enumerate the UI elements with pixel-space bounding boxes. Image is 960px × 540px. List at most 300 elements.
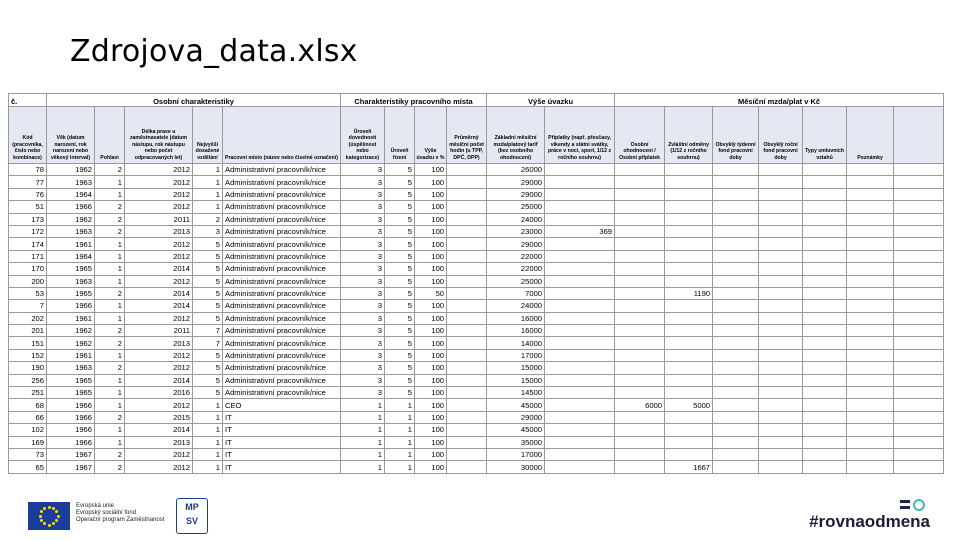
table-cell[interactable] [759,287,803,299]
table-cell[interactable]: 1962 [47,337,95,349]
table-cell[interactable]: 2 [95,461,125,473]
table-cell[interactable]: 3 [341,263,385,275]
table-cell[interactable]: 5 [385,201,415,213]
table-cell[interactable] [545,349,615,361]
table-cell[interactable] [615,461,665,473]
table-cell[interactable]: 5 [385,188,415,200]
table-cell[interactable] [847,213,894,225]
table-cell[interactable] [713,263,759,275]
table-cell[interactable] [847,250,894,262]
table-cell[interactable] [847,461,894,473]
table-cell[interactable] [713,213,759,225]
table-cell[interactable]: 1 [193,399,223,411]
table-cell[interactable] [759,164,803,176]
table-cell[interactable] [447,448,487,460]
table-cell[interactable]: 100 [415,312,447,324]
table-cell[interactable] [545,201,615,213]
table-cell[interactable] [803,250,847,262]
table-cell[interactable]: 3 [341,300,385,312]
table-cell[interactable] [545,238,615,250]
table-cell[interactable]: 45000 [487,399,545,411]
table-cell[interactable] [615,411,665,423]
table-cell[interactable]: 78 [9,164,47,176]
table-cell[interactable]: 16000 [487,312,545,324]
table-cell[interactable]: Administrativní pracovník/nice [223,164,341,176]
table-cell[interactable]: 100 [415,362,447,374]
table-cell[interactable] [615,325,665,337]
table-cell[interactable] [803,387,847,399]
table-cell[interactable]: 22000 [487,250,545,262]
table-cell[interactable] [847,374,894,386]
table-cell[interactable]: 23000 [487,225,545,237]
table-cell[interactable] [847,349,894,361]
table-cell[interactable]: 76 [9,188,47,200]
table-cell[interactable]: 100 [415,238,447,250]
table-cell[interactable]: 1963 [47,275,95,287]
table-cell[interactable]: 202 [9,312,47,324]
table-cell[interactable] [665,250,713,262]
table-cell[interactable]: 174 [9,238,47,250]
table-cell[interactable] [847,263,894,275]
table-cell[interactable] [447,287,487,299]
table-cell[interactable] [545,176,615,188]
table-cell[interactable]: 3 [341,164,385,176]
table-cell[interactable]: 100 [415,176,447,188]
table-cell[interactable]: 1 [193,461,223,473]
table-cell[interactable] [847,411,894,423]
table-cell[interactable] [894,164,944,176]
table-cell[interactable]: Administrativní pracovník/nice [223,325,341,337]
table-cell[interactable]: 1667 [665,461,713,473]
table-cell[interactable]: 2011 [125,213,193,225]
table-cell[interactable] [615,250,665,262]
table-cell[interactable] [847,287,894,299]
table-cell[interactable]: 1963 [47,225,95,237]
table-cell[interactable] [894,411,944,423]
table-cell[interactable] [803,424,847,436]
table-cell[interactable]: 2012 [125,250,193,262]
table-cell[interactable]: 170 [9,263,47,275]
table-cell[interactable]: 1967 [47,461,95,473]
table-cell[interactable]: 5 [193,250,223,262]
table-cell[interactable] [713,164,759,176]
table-cell[interactable] [615,176,665,188]
table-cell[interactable]: 73 [9,448,47,460]
table-cell[interactable] [545,188,615,200]
table-cell[interactable]: 3 [341,337,385,349]
table-cell[interactable] [713,436,759,448]
table-cell[interactable]: Administrativní pracovník/nice [223,374,341,386]
table-cell[interactable] [545,436,615,448]
table-cell[interactable]: 1 [95,399,125,411]
table-cell[interactable]: 100 [415,275,447,287]
table-cell[interactable]: 5 [385,337,415,349]
table-cell[interactable] [615,337,665,349]
table-cell[interactable]: 5 [193,387,223,399]
table-cell[interactable] [759,325,803,337]
table-cell[interactable] [803,362,847,374]
table-cell[interactable]: 5 [193,312,223,324]
table-cell[interactable] [847,225,894,237]
table-cell[interactable] [894,387,944,399]
table-cell[interactable] [665,300,713,312]
table-cell[interactable] [713,275,759,287]
table-cell[interactable] [665,238,713,250]
table-cell[interactable] [713,399,759,411]
table-cell[interactable] [759,424,803,436]
table-cell[interactable] [894,176,944,188]
table-cell[interactable]: 5000 [665,399,713,411]
table-cell[interactable]: 1 [341,411,385,423]
table-cell[interactable]: 100 [415,387,447,399]
table-cell[interactable] [759,461,803,473]
table-cell[interactable]: 3 [193,225,223,237]
table-cell[interactable]: 1 [385,424,415,436]
table-cell[interactable] [615,201,665,213]
table-cell[interactable]: 22000 [487,263,545,275]
table-cell[interactable] [894,238,944,250]
table-cell[interactable] [665,362,713,374]
table-cell[interactable] [665,201,713,213]
table-cell[interactable]: 1 [95,238,125,250]
table-cell[interactable] [615,225,665,237]
table-cell[interactable]: 14500 [487,387,545,399]
table-cell[interactable]: 2 [95,325,125,337]
table-cell[interactable]: 1 [193,436,223,448]
table-cell[interactable]: 2 [95,201,125,213]
table-cell[interactable] [759,448,803,460]
table-cell[interactable] [615,238,665,250]
table-cell[interactable]: 17000 [487,448,545,460]
table-cell[interactable]: 5 [385,362,415,374]
table-cell[interactable] [713,188,759,200]
table-cell[interactable]: 2012 [125,349,193,361]
table-cell[interactable] [545,300,615,312]
table-cell[interactable] [447,387,487,399]
table-cell[interactable] [615,287,665,299]
table-cell[interactable]: 1 [385,461,415,473]
table-cell[interactable] [803,275,847,287]
table-cell[interactable]: 102 [9,424,47,436]
table-cell[interactable] [713,448,759,460]
table-cell[interactable]: 2 [95,164,125,176]
table-cell[interactable]: 1 [193,176,223,188]
table-cell[interactable]: 1 [95,300,125,312]
table-cell[interactable]: 26000 [487,164,545,176]
table-cell[interactable]: 29000 [487,238,545,250]
table-cell[interactable] [759,201,803,213]
table-cell[interactable] [447,337,487,349]
table-cell[interactable]: 2014 [125,287,193,299]
table-cell[interactable]: 5 [193,287,223,299]
table-cell[interactable]: Administrativní pracovník/nice [223,300,341,312]
table-cell[interactable] [759,176,803,188]
table-cell[interactable]: 1 [95,263,125,275]
table-cell[interactable]: 1 [193,188,223,200]
table-cell[interactable]: Administrativní pracovník/nice [223,337,341,349]
table-cell[interactable]: 1966 [47,411,95,423]
table-cell[interactable]: 2012 [125,362,193,374]
table-cell[interactable] [803,461,847,473]
table-cell[interactable]: 173 [9,213,47,225]
table-cell[interactable]: 1966 [47,399,95,411]
table-cell[interactable]: 1965 [47,387,95,399]
table-cell[interactable]: 1967 [47,448,95,460]
table-cell[interactable] [759,349,803,361]
table-cell[interactable]: Administrativní pracovník/nice [223,188,341,200]
table-cell[interactable]: 100 [415,349,447,361]
table-cell[interactable] [615,300,665,312]
table-cell[interactable] [665,312,713,324]
table-cell[interactable] [713,387,759,399]
table-cell[interactable]: Administrativní pracovník/nice [223,263,341,275]
table-cell[interactable] [803,225,847,237]
table-cell[interactable]: 100 [415,225,447,237]
table-cell[interactable]: 5 [193,275,223,287]
table-cell[interactable]: Administrativní pracovník/nice [223,176,341,188]
table-cell[interactable]: 100 [415,188,447,200]
table-cell[interactable]: 5 [385,325,415,337]
table-cell[interactable] [447,201,487,213]
table-cell[interactable] [665,164,713,176]
table-cell[interactable]: 100 [415,337,447,349]
table-cell[interactable]: 2012 [125,275,193,287]
table-cell[interactable]: 2 [95,287,125,299]
table-cell[interactable] [615,387,665,399]
table-cell[interactable]: 100 [415,399,447,411]
table-cell[interactable]: 2016 [125,387,193,399]
table-cell[interactable]: 29000 [487,188,545,200]
table-cell[interactable]: 151 [9,337,47,349]
table-cell[interactable]: 100 [415,263,447,275]
table-cell[interactable]: 1962 [47,164,95,176]
table-cell[interactable] [894,399,944,411]
table-cell[interactable] [447,213,487,225]
table-cell[interactable]: 1 [193,424,223,436]
table-cell[interactable] [759,225,803,237]
table-cell[interactable]: 1 [193,164,223,176]
table-cell[interactable]: IT [223,424,341,436]
table-cell[interactable]: CEO [223,399,341,411]
table-cell[interactable]: 5 [385,238,415,250]
table-cell[interactable]: 15000 [487,362,545,374]
table-cell[interactable]: 100 [415,300,447,312]
table-cell[interactable]: 1 [341,424,385,436]
table-cell[interactable]: 3 [341,362,385,374]
table-cell[interactable] [615,448,665,460]
table-cell[interactable] [759,312,803,324]
table-cell[interactable] [447,275,487,287]
table-cell[interactable] [545,275,615,287]
table-cell[interactable]: 2012 [125,188,193,200]
table-cell[interactable] [894,225,944,237]
table-cell[interactable]: 1962 [47,213,95,225]
table-cell[interactable]: 100 [415,424,447,436]
table-cell[interactable] [894,250,944,262]
table-cell[interactable] [447,238,487,250]
table-cell[interactable] [447,250,487,262]
table-cell[interactable] [894,287,944,299]
table-cell[interactable] [447,188,487,200]
table-cell[interactable] [615,312,665,324]
table-cell[interactable]: 30000 [487,461,545,473]
table-cell[interactable]: 3 [341,176,385,188]
table-cell[interactable]: 5 [385,225,415,237]
table-cell[interactable]: Administrativní pracovník/nice [223,349,341,361]
table-cell[interactable] [847,448,894,460]
table-cell[interactable]: 100 [415,201,447,213]
table-cell[interactable]: 1 [193,448,223,460]
table-cell[interactable] [894,325,944,337]
table-cell[interactable]: 100 [415,436,447,448]
table-cell[interactable]: 5 [385,176,415,188]
table-cell[interactable]: 1 [341,448,385,460]
table-cell[interactable] [665,424,713,436]
table-cell[interactable]: Administrativní pracovník/nice [223,250,341,262]
table-cell[interactable] [545,374,615,386]
table-cell[interactable]: 45000 [487,424,545,436]
table-cell[interactable]: 5 [193,349,223,361]
table-cell[interactable] [803,287,847,299]
table-cell[interactable]: 1190 [665,287,713,299]
table-cell[interactable]: 3 [341,275,385,287]
table-cell[interactable] [447,436,487,448]
table-cell[interactable] [713,349,759,361]
table-cell[interactable] [894,275,944,287]
table-cell[interactable]: 5 [385,263,415,275]
table-cell[interactable] [447,362,487,374]
table-cell[interactable]: 1 [95,250,125,262]
table-cell[interactable]: 1962 [47,325,95,337]
table-cell[interactable]: 3 [341,287,385,299]
table-cell[interactable]: 100 [415,461,447,473]
table-cell[interactable]: 1 [193,201,223,213]
table-cell[interactable] [894,374,944,386]
table-cell[interactable] [803,213,847,225]
table-cell[interactable] [894,300,944,312]
table-cell[interactable]: 1961 [47,238,95,250]
table-cell[interactable] [665,374,713,386]
table-cell[interactable] [447,399,487,411]
table-cell[interactable] [847,399,894,411]
table-cell[interactable]: 5 [385,164,415,176]
table-cell[interactable]: 100 [415,213,447,225]
table-cell[interactable] [665,176,713,188]
table-cell[interactable]: 3 [341,312,385,324]
table-cell[interactable]: 2012 [125,201,193,213]
table-cell[interactable]: 1 [95,349,125,361]
table-cell[interactable] [759,362,803,374]
table-cell[interactable]: Administrativní pracovník/nice [223,387,341,399]
table-cell[interactable] [803,300,847,312]
table-cell[interactable]: 3 [341,201,385,213]
table-cell[interactable]: 25000 [487,275,545,287]
table-cell[interactable] [713,461,759,473]
table-cell[interactable]: 2014 [125,424,193,436]
table-cell[interactable] [665,188,713,200]
table-cell[interactable] [847,312,894,324]
table-cell[interactable] [713,337,759,349]
table-cell[interactable] [847,387,894,399]
table-cell[interactable]: 251 [9,387,47,399]
table-cell[interactable] [759,238,803,250]
table-cell[interactable]: 7 [9,300,47,312]
table-cell[interactable] [615,213,665,225]
table-cell[interactable]: 1966 [47,300,95,312]
table-cell[interactable]: 1 [95,176,125,188]
table-cell[interactable] [447,312,487,324]
table-cell[interactable] [759,399,803,411]
table-cell[interactable] [894,201,944,213]
table-cell[interactable]: 17000 [487,349,545,361]
table-cell[interactable]: 1966 [47,201,95,213]
table-cell[interactable] [615,436,665,448]
table-cell[interactable]: 100 [415,448,447,460]
table-cell[interactable] [894,424,944,436]
table-cell[interactable]: 5 [193,263,223,275]
table-cell[interactable] [759,213,803,225]
table-cell[interactable] [447,349,487,361]
table-cell[interactable] [759,263,803,275]
table-cell[interactable] [759,188,803,200]
table-cell[interactable] [615,374,665,386]
table-cell[interactable]: 169 [9,436,47,448]
table-cell[interactable]: 5 [193,300,223,312]
table-cell[interactable]: 5 [385,312,415,324]
table-cell[interactable]: Administrativní pracovník/nice [223,312,341,324]
table-cell[interactable] [615,362,665,374]
table-cell[interactable] [545,213,615,225]
table-cell[interactable]: 1 [341,436,385,448]
table-cell[interactable] [894,461,944,473]
table-cell[interactable]: 14000 [487,337,545,349]
table-cell[interactable] [545,325,615,337]
table-cell[interactable] [713,250,759,262]
table-cell[interactable]: 5 [193,238,223,250]
table-cell[interactable]: 2015 [125,411,193,423]
table-cell[interactable]: 5 [193,362,223,374]
table-cell[interactable]: 2 [95,362,125,374]
table-cell[interactable] [713,225,759,237]
table-cell[interactable] [759,387,803,399]
table-cell[interactable]: 65 [9,461,47,473]
table-cell[interactable] [447,424,487,436]
table-cell[interactable]: IT [223,411,341,423]
table-cell[interactable]: 369 [545,225,615,237]
table-cell[interactable]: 24000 [487,213,545,225]
table-cell[interactable]: Administrativní pracovník/nice [223,275,341,287]
table-cell[interactable]: 29000 [487,411,545,423]
table-cell[interactable]: Administrativní pracovník/nice [223,213,341,225]
table-cell[interactable]: Administrativní pracovník/nice [223,362,341,374]
table-cell[interactable] [803,176,847,188]
table-cell[interactable] [894,448,944,460]
table-cell[interactable]: 50 [415,287,447,299]
table-cell[interactable]: 1965 [47,263,95,275]
table-cell[interactable] [713,325,759,337]
table-cell[interactable]: IT [223,448,341,460]
table-cell[interactable]: 2 [95,448,125,460]
table-cell[interactable]: 2012 [125,399,193,411]
table-cell[interactable]: 25000 [487,201,545,213]
table-cell[interactable]: 5 [385,349,415,361]
table-cell[interactable] [847,188,894,200]
table-cell[interactable]: 2 [95,225,125,237]
table-cell[interactable]: 1964 [47,188,95,200]
table-cell[interactable] [759,436,803,448]
table-cell[interactable]: 2012 [125,461,193,473]
table-cell[interactable]: 51 [9,201,47,213]
